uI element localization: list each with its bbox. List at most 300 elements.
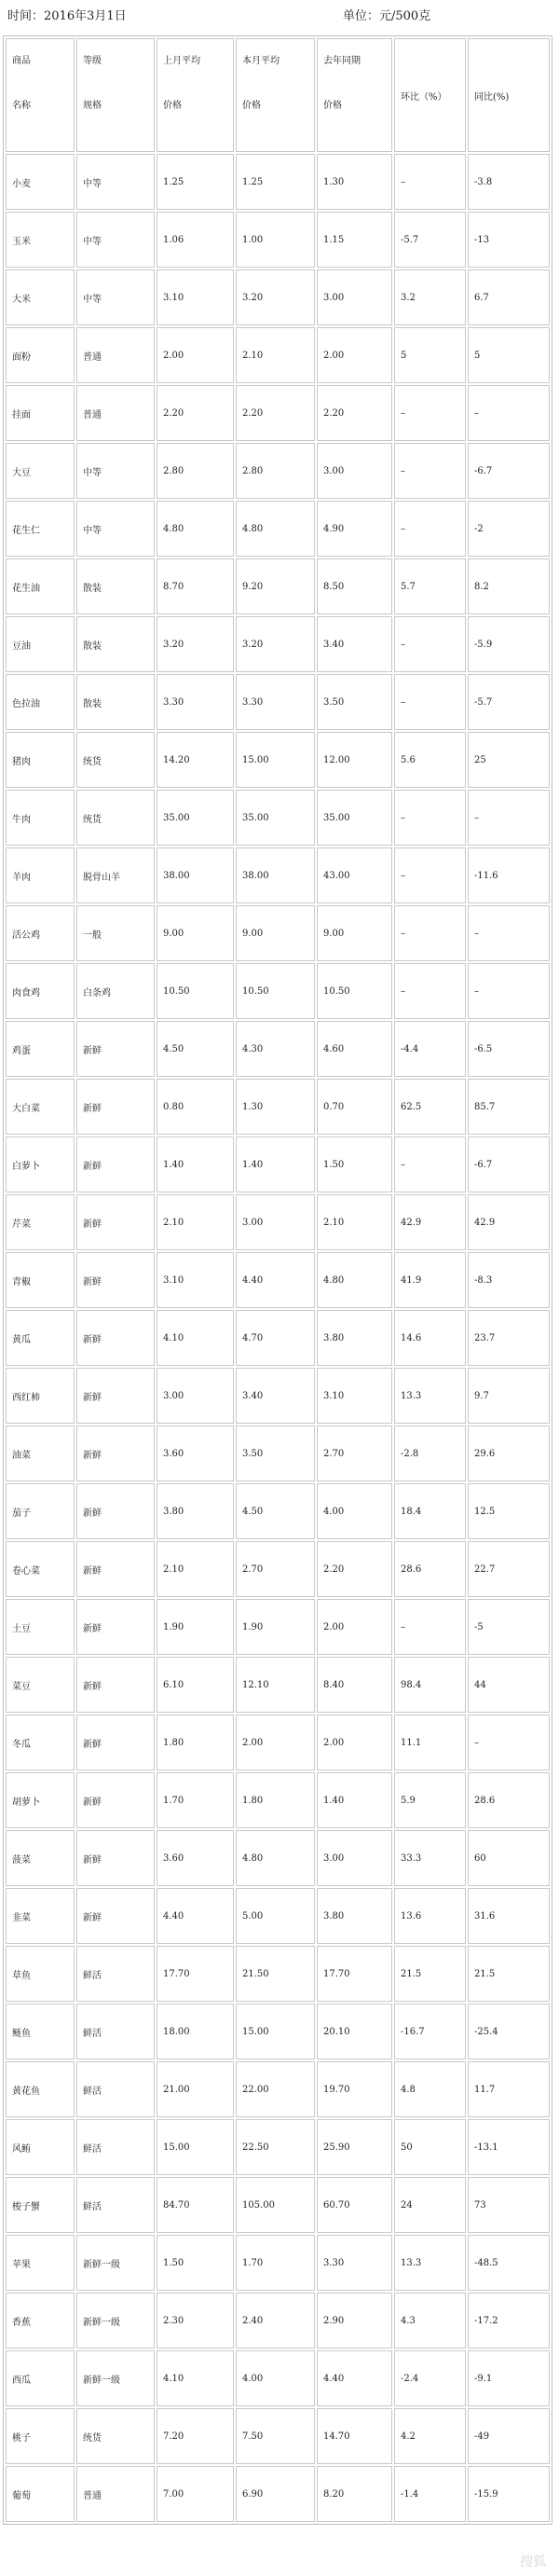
cell-this-month: 3.20	[236, 269, 315, 325]
cell-last-year: 1.50	[317, 1136, 392, 1192]
table-row	[6, 1310, 550, 1366]
cell-last-month: 14.20	[157, 732, 234, 788]
table-row	[6, 847, 550, 903]
cell-last-year: 2.00	[317, 1599, 392, 1655]
cell-yoy: 23.7	[468, 1310, 550, 1366]
cell-last-month: 9.00	[157, 905, 234, 961]
cell-name: 猪肉	[6, 732, 75, 788]
cell-yoy: -5.7	[468, 674, 550, 730]
cell-name: 大米	[6, 269, 75, 325]
table-row	[6, 1426, 550, 1481]
cell-name: 花生油	[6, 558, 75, 614]
cell-yoy: -48.5	[468, 2235, 550, 2291]
cell-this-month: 105.00	[236, 2177, 315, 2233]
cell-last-year: 4.00	[317, 1483, 392, 1539]
cell-this-month: 15.00	[236, 732, 315, 788]
cell-yoy: 9.7	[468, 1368, 550, 1424]
cell-last-year: 2.00	[317, 327, 392, 383]
cell-mom: -5.7	[394, 212, 466, 268]
cell-name: 玉米	[6, 212, 75, 268]
cell-last-month: 7.00	[157, 2466, 234, 2522]
table-row	[6, 2293, 550, 2349]
col-header-name: 商品 名称	[6, 38, 75, 152]
cell-yoy: -5	[468, 1599, 550, 1655]
cell-this-month: 4.40	[236, 1252, 315, 1308]
cell-grade: 统货	[76, 790, 155, 846]
cell-mom: -2.8	[394, 1426, 466, 1481]
table-row	[6, 558, 550, 614]
cell-last-year: 17.70	[317, 1946, 392, 2002]
cell-last-month: 10.50	[157, 963, 234, 1019]
cell-last-year: 8.50	[317, 558, 392, 614]
cell-name: 豆油	[6, 616, 75, 672]
cell-this-month: 1.40	[236, 1136, 315, 1192]
cell-name: 梭子蟹	[6, 2177, 75, 2233]
cell-grade: 一般	[76, 905, 155, 961]
table-row	[6, 1888, 550, 1944]
cell-this-month: 38.00	[236, 847, 315, 903]
table-row	[6, 616, 550, 672]
cell-last-year: 3.10	[317, 1368, 392, 1424]
cell-yoy: -2	[468, 501, 550, 557]
cell-grade: 新鲜	[76, 1310, 155, 1366]
table-row	[6, 1136, 550, 1192]
cell-this-month: 1.00	[236, 212, 315, 268]
cell-name: 大白菜	[6, 1079, 75, 1135]
cell-this-month: 3.00	[236, 1194, 315, 1250]
table-row	[6, 1079, 550, 1135]
cell-name: 油菜	[6, 1426, 75, 1481]
cell-last-month: 3.10	[157, 1252, 234, 1308]
cell-grade: 新鲜	[76, 1252, 155, 1308]
cell-yoy: 5	[468, 327, 550, 383]
cell-yoy: 31.6	[468, 1888, 550, 1944]
cell-last-month: 4.50	[157, 1021, 234, 1077]
cell-grade: 散装	[76, 616, 155, 672]
unit-label: 单位：元/500克	[343, 9, 431, 23]
cell-mom: 13.3	[394, 2235, 466, 2291]
cell-this-month: 4.80	[236, 501, 315, 557]
cell-yoy: 8.2	[468, 558, 550, 614]
col-header-yoy: 同比(%)	[468, 38, 550, 152]
cell-last-month: 1.06	[157, 212, 234, 268]
cell-mom: 62.5	[394, 1079, 466, 1135]
cell-yoy: -3.8	[468, 154, 550, 210]
cell-mom: 13.3	[394, 1368, 466, 1424]
cell-name: 菜豆	[6, 1657, 75, 1713]
cell-this-month: 22.00	[236, 2061, 315, 2117]
cell-name: 葡萄	[6, 2466, 75, 2522]
cell-grade: 新鲜	[76, 1079, 155, 1135]
cell-this-month: 4.30	[236, 1021, 315, 1077]
cell-this-month: 10.50	[236, 963, 315, 1019]
cell-yoy: 21.5	[468, 1946, 550, 2002]
cell-yoy: -5.9	[468, 616, 550, 672]
price-table	[3, 35, 552, 2525]
cell-last-month: 1.80	[157, 1715, 234, 1770]
cell-grade: 鲜活	[76, 2119, 155, 2175]
cell-name: 鸡蛋	[6, 1021, 75, 1077]
table-row	[6, 2177, 550, 2233]
cell-last-year: 9.00	[317, 905, 392, 961]
cell-grade: 脱骨山羊	[76, 847, 155, 903]
cell-yoy: –	[468, 790, 550, 846]
cell-last-year: 35.00	[317, 790, 392, 846]
table-row	[6, 385, 550, 441]
table-row	[6, 2061, 550, 2117]
cell-grade: 新鲜一级	[76, 2293, 155, 2349]
cell-yoy: 44	[468, 1657, 550, 1713]
cell-yoy: -17.2	[468, 2293, 550, 2349]
cell-yoy: -15.9	[468, 2466, 550, 2522]
cell-mom: 33.3	[394, 1830, 466, 1886]
cell-this-month: 6.90	[236, 2466, 315, 2522]
cell-mom: 4.8	[394, 2061, 466, 2117]
cell-last-year: 3.00	[317, 269, 392, 325]
cell-mom: 98.4	[394, 1657, 466, 1713]
cell-last-year: 2.20	[317, 1541, 392, 1597]
cell-name: 黄花鱼	[6, 2061, 75, 2117]
cell-last-year: 12.00	[317, 732, 392, 788]
cell-yoy: 85.7	[468, 1079, 550, 1135]
cell-name: 挂面	[6, 385, 75, 441]
cell-mom: –	[394, 154, 466, 210]
cell-name: 桃子	[6, 2408, 75, 2464]
table-row	[6, 674, 550, 730]
cell-yoy: 42.9	[468, 1194, 550, 1250]
cell-last-month: 4.10	[157, 1310, 234, 1366]
cell-mom: 50	[394, 2119, 466, 2175]
cell-mom: 5.7	[394, 558, 466, 614]
cell-last-month: 15.00	[157, 2119, 234, 2175]
table-row	[6, 1021, 550, 1077]
cell-mom: 5.6	[394, 732, 466, 788]
cell-grade: 统货	[76, 2408, 155, 2464]
cell-last-year: 2.90	[317, 2293, 392, 2349]
cell-grade: 新鲜	[76, 1599, 155, 1655]
cell-name: 芹菜	[6, 1194, 75, 1250]
cell-grade: 新鲜一级	[76, 2350, 155, 2406]
cell-grade: 新鲜	[76, 1715, 155, 1770]
cell-name: 大豆	[6, 443, 75, 499]
cell-yoy: -6.5	[468, 1021, 550, 1077]
cell-last-month: 84.70	[157, 2177, 234, 2233]
cell-last-month: 2.80	[157, 443, 234, 499]
cell-yoy: -6.7	[468, 443, 550, 499]
cell-grade: 中等	[76, 443, 155, 499]
cell-last-month: 0.80	[157, 1079, 234, 1135]
cell-this-month: 22.50	[236, 2119, 315, 2175]
cell-last-year: 3.80	[317, 1888, 392, 1944]
cell-name: 黄瓜	[6, 1310, 75, 1366]
cell-name: 肉食鸡	[6, 963, 75, 1019]
cell-this-month: 1.25	[236, 154, 315, 210]
cell-name: 青椒	[6, 1252, 75, 1308]
table-row	[6, 443, 550, 499]
cell-last-year: 8.40	[317, 1657, 392, 1713]
cell-yoy: 22.7	[468, 1541, 550, 1597]
cell-this-month: 1.30	[236, 1079, 315, 1135]
cell-grade: 散装	[76, 674, 155, 730]
watermark: 搜狐	[520, 2555, 546, 2569]
cell-this-month: 4.00	[236, 2350, 315, 2406]
cell-name: 面粉	[6, 327, 75, 383]
cell-last-month: 1.90	[157, 1599, 234, 1655]
cell-this-month: 7.50	[236, 2408, 315, 2464]
cell-last-year: 2.10	[317, 1194, 392, 1250]
cell-grade: 新鲜	[76, 1772, 155, 1828]
cell-grade: 新鲜一级	[76, 2235, 155, 2291]
cell-yoy: -9.1	[468, 2350, 550, 2406]
cell-mom: 42.9	[394, 1194, 466, 1250]
cell-last-month: 2.30	[157, 2293, 234, 2349]
cell-mom: -16.7	[394, 2004, 466, 2059]
cell-grade: 新鲜	[76, 1021, 155, 1077]
cell-grade: 普通	[76, 327, 155, 383]
cell-last-month: 3.80	[157, 1483, 234, 1539]
col-header-last-month: 上月平均 价格	[157, 38, 234, 152]
cell-this-month: 15.00	[236, 2004, 315, 2059]
cell-yoy: 25	[468, 732, 550, 788]
cell-grade: 散装	[76, 558, 155, 614]
cell-mom: 18.4	[394, 1483, 466, 1539]
cell-name: 风鲔	[6, 2119, 75, 2175]
cell-yoy: 12.5	[468, 1483, 550, 1539]
cell-name: 草鱼	[6, 1946, 75, 2002]
cell-last-month: 1.40	[157, 1136, 234, 1192]
cell-grade: 鲜活	[76, 2004, 155, 2059]
cell-grade: 新鲜	[76, 1426, 155, 1481]
cell-last-year: 3.00	[317, 1830, 392, 1886]
table-row	[6, 905, 550, 961]
col-header-last-year: 去年同期 价格	[317, 38, 392, 152]
cell-last-year: 3.80	[317, 1310, 392, 1366]
cell-last-month: 3.10	[157, 269, 234, 325]
cell-grade: 鲜活	[76, 2061, 155, 2117]
cell-last-year: 2.00	[317, 1715, 392, 1770]
cell-mom: –	[394, 385, 466, 441]
cell-last-year: 2.20	[317, 385, 392, 441]
cell-name: 菠菜	[6, 1830, 75, 1886]
cell-last-year: 43.00	[317, 847, 392, 903]
cell-last-month: 3.60	[157, 1830, 234, 1886]
cell-last-month: 6.10	[157, 1657, 234, 1713]
cell-name: 西红柿	[6, 1368, 75, 1424]
cell-yoy: 11.7	[468, 2061, 550, 2117]
cell-yoy: -11.6	[468, 847, 550, 903]
cell-last-month: 1.25	[157, 154, 234, 210]
cell-grade: 普通	[76, 385, 155, 441]
cell-grade: 中等	[76, 154, 155, 210]
cell-last-year: 25.90	[317, 2119, 392, 2175]
cell-mom: 28.6	[394, 1541, 466, 1597]
cell-name: 花生仁	[6, 501, 75, 557]
cell-last-year: 3.30	[317, 2235, 392, 2291]
table-row	[6, 2235, 550, 2291]
cell-yoy: -6.7	[468, 1136, 550, 1192]
table-row	[6, 1541, 550, 1597]
cell-last-year: 4.80	[317, 1252, 392, 1308]
cell-grade: 新鲜	[76, 1136, 155, 1192]
cell-last-year: 3.50	[317, 674, 392, 730]
cell-last-year: 1.15	[317, 212, 392, 268]
cell-yoy: -25.4	[468, 2004, 550, 2059]
cell-last-year: 10.50	[317, 963, 392, 1019]
cell-this-month: 3.40	[236, 1368, 315, 1424]
table-row	[6, 154, 550, 210]
table-row	[6, 2119, 550, 2175]
table-row	[6, 2466, 550, 2522]
cell-last-month: 18.00	[157, 2004, 234, 2059]
cell-yoy: 73	[468, 2177, 550, 2233]
cell-name: 土豆	[6, 1599, 75, 1655]
cell-yoy: -13.1	[468, 2119, 550, 2175]
cell-yoy: –	[468, 1715, 550, 1770]
cell-grade: 鲜活	[76, 1946, 155, 2002]
cell-mom: –	[394, 847, 466, 903]
cell-yoy: –	[468, 905, 550, 961]
page-header	[0, 0, 559, 35]
cell-this-month: 21.50	[236, 1946, 315, 2002]
cell-name: 牛肉	[6, 790, 75, 846]
cell-last-year: 20.10	[317, 2004, 392, 2059]
cell-mom: 4.3	[394, 2293, 466, 2349]
table-row	[6, 1599, 550, 1655]
cell-last-year: 14.70	[317, 2408, 392, 2464]
cell-last-month: 2.20	[157, 385, 234, 441]
cell-name: 鲢鱼	[6, 2004, 75, 2059]
cell-last-month: 8.70	[157, 558, 234, 614]
cell-mom: –	[394, 1136, 466, 1192]
cell-this-month: 3.50	[236, 1426, 315, 1481]
cell-name: 色拉油	[6, 674, 75, 730]
cell-this-month: 1.90	[236, 1599, 315, 1655]
cell-last-year: 60.70	[317, 2177, 392, 2233]
cell-grade: 中等	[76, 212, 155, 268]
cell-mom: 13.6	[394, 1888, 466, 1944]
cell-mom: 41.9	[394, 1252, 466, 1308]
cell-grade: 新鲜	[76, 1888, 155, 1944]
cell-yoy: –	[468, 385, 550, 441]
table-header-row	[6, 38, 550, 152]
cell-mom: –	[394, 963, 466, 1019]
cell-mom: -2.4	[394, 2350, 466, 2406]
table-row	[6, 2004, 550, 2059]
cell-mom: 11.1	[394, 1715, 466, 1770]
cell-last-year: 4.40	[317, 2350, 392, 2406]
cell-last-year: 8.20	[317, 2466, 392, 2522]
table-row	[6, 1194, 550, 1250]
table-row	[6, 1657, 550, 1713]
cell-name: 小麦	[6, 154, 75, 210]
cell-grade: 普通	[76, 2466, 155, 2522]
cell-this-month: 12.10	[236, 1657, 315, 1713]
cell-last-month: 3.00	[157, 1368, 234, 1424]
cell-last-year: 3.00	[317, 443, 392, 499]
cell-yoy: 6.7	[468, 269, 550, 325]
cell-yoy: 60	[468, 1830, 550, 1886]
date-label: 时间：2016年3月1日	[7, 9, 127, 23]
table-row	[6, 1830, 550, 1886]
cell-last-year: 4.90	[317, 501, 392, 557]
cell-this-month: 2.40	[236, 2293, 315, 2349]
cell-yoy: 29.6	[468, 1426, 550, 1481]
col-header-mom: 环比（%）	[394, 38, 466, 152]
cell-grade: 新鲜	[76, 1541, 155, 1597]
cell-name: 卷心菜	[6, 1541, 75, 1597]
cell-this-month: 2.70	[236, 1541, 315, 1597]
cell-name: 香蕉	[6, 2293, 75, 2349]
cell-this-month: 1.80	[236, 1772, 315, 1828]
cell-last-month: 2.10	[157, 1194, 234, 1250]
table-row	[6, 2350, 550, 2406]
table-row	[6, 1252, 550, 1308]
cell-yoy: -13	[468, 212, 550, 268]
cell-last-month: 21.00	[157, 2061, 234, 2117]
cell-last-month: 4.40	[157, 1888, 234, 1944]
cell-mom: –	[394, 443, 466, 499]
cell-mom: 5.9	[394, 1772, 466, 1828]
cell-this-month: 3.30	[236, 674, 315, 730]
cell-last-year: 1.40	[317, 1772, 392, 1828]
cell-last-month: 7.20	[157, 2408, 234, 2464]
col-header-grade: 等级 规格	[76, 38, 155, 152]
cell-this-month: 2.20	[236, 385, 315, 441]
table-row	[6, 732, 550, 788]
cell-this-month: 1.70	[236, 2235, 315, 2291]
cell-last-month: 1.70	[157, 1772, 234, 1828]
cell-grade: 新鲜	[76, 1483, 155, 1539]
cell-mom: –	[394, 674, 466, 730]
table-row	[6, 1483, 550, 1539]
cell-last-year: 1.30	[317, 154, 392, 210]
cell-this-month: 2.10	[236, 327, 315, 383]
table-row	[6, 790, 550, 846]
cell-mom: -4.4	[394, 1021, 466, 1077]
cell-last-month: 3.20	[157, 616, 234, 672]
cell-last-month: 2.00	[157, 327, 234, 383]
cell-mom: 5	[394, 327, 466, 383]
cell-grade: 鲜活	[76, 2177, 155, 2233]
cell-last-year: 4.60	[317, 1021, 392, 1077]
cell-mom: –	[394, 501, 466, 557]
cell-this-month: 2.80	[236, 443, 315, 499]
cell-grade: 新鲜	[76, 1194, 155, 1250]
table-row	[6, 1946, 550, 2002]
cell-this-month: 9.00	[236, 905, 315, 961]
table-row	[6, 1715, 550, 1770]
cell-this-month: 4.70	[236, 1310, 315, 1366]
table-row	[6, 501, 550, 557]
table-row	[6, 1772, 550, 1828]
cell-mom: -1.4	[394, 2466, 466, 2522]
cell-mom: –	[394, 616, 466, 672]
table-row	[6, 1368, 550, 1424]
cell-mom: –	[394, 905, 466, 961]
cell-last-month: 1.50	[157, 2235, 234, 2291]
cell-name: 茄子	[6, 1483, 75, 1539]
cell-this-month: 5.00	[236, 1888, 315, 1944]
cell-last-month: 4.80	[157, 501, 234, 557]
cell-name: 韭菜	[6, 1888, 75, 1944]
cell-grade: 统货	[76, 732, 155, 788]
table-row	[6, 963, 550, 1019]
cell-last-month: 35.00	[157, 790, 234, 846]
cell-mom: 14.6	[394, 1310, 466, 1366]
cell-last-month: 17.70	[157, 1946, 234, 2002]
cell-mom: 4.2	[394, 2408, 466, 2464]
table-row	[6, 269, 550, 325]
